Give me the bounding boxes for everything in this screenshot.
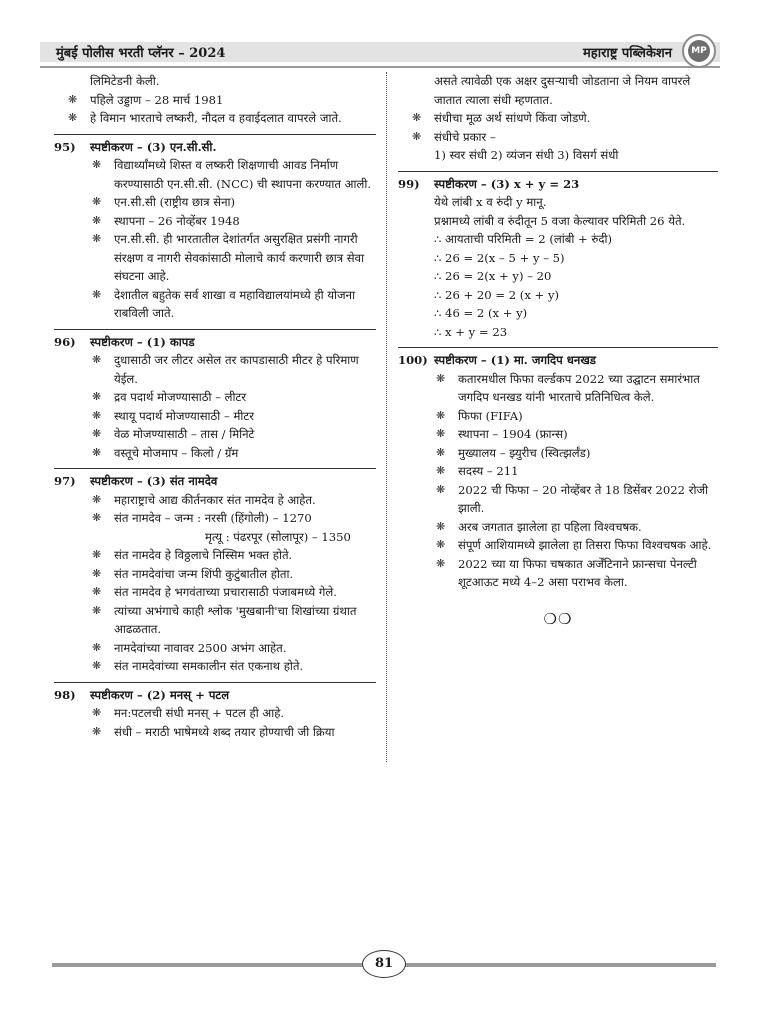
bullet-star-icon: ❋ — [92, 659, 102, 672]
bullet-item — [90, 156, 376, 193]
bullet-item — [90, 212, 376, 231]
bullet-item — [90, 425, 376, 444]
answer-section — [398, 347, 718, 592]
bullet-item — [90, 704, 376, 723]
explanation-heading: स्पष्टीकरण – (3) x + y = 23 — [434, 176, 580, 191]
page-number: 81 — [362, 950, 406, 978]
bullet-text: वेळ मोजण्यासाठी – तास / मिनिटे — [114, 427, 255, 441]
bullet-item — [434, 425, 718, 444]
text-line: ∴ 26 = 2(x – 5 + y – 5) — [434, 250, 565, 265]
continuation-line: असते त्यावेळी एक अक्षर दुसऱ्याची जोडताना जे नियम वापरले जातात त्याला संधी म्हणतात. — [434, 74, 691, 107]
question-number: 100) — [398, 353, 428, 367]
text-line: ∴ 26 = 2(x + y) – 20 — [434, 269, 552, 283]
text-line: ∴ 26 + 20 = 2 (x + y) — [434, 287, 560, 302]
bullet-item — [90, 509, 376, 528]
bullet-star-icon: ❋ — [92, 158, 102, 171]
end-ornament: ❍❍ — [543, 609, 573, 628]
bullet-item — [90, 546, 376, 565]
bullet-text: संधी – मराठी भाषेमध्ये शब्द तयार होण्याची जी क्रिया — [114, 724, 335, 739]
text-line: ∴ 46 = 2 (x + y) — [434, 306, 528, 320]
question-number: 99) — [398, 176, 420, 191]
bullet-text: सदस्य – 211 — [458, 464, 519, 478]
bullet-star-icon: ❋ — [92, 408, 102, 422]
bullet-text: संपूर्ण आशियामध्ये झालेला हा तिसरा फिफा विश्वचषक आहे. — [458, 538, 712, 552]
continuation-line: लिमिटेडनी केली. — [90, 74, 160, 88]
bullet-item — [90, 388, 376, 407]
bullet-text: पहिले उड्डाण – 28 मार्च 1981 — [90, 92, 224, 107]
bullet-text: दुधासाठी जर लीटर असेल तर कापडासाठी मीटर हे परिमाण येईल. — [114, 353, 359, 386]
bullet-item — [434, 555, 718, 592]
question-number: 98) — [54, 687, 76, 702]
bullet-star-icon: ❋ — [92, 511, 102, 524]
bullet-star-icon: ❋ — [436, 538, 446, 551]
bullet-star-icon: ❋ — [92, 353, 102, 366]
bullet-star-icon: ❋ — [92, 548, 102, 561]
answer-section — [54, 682, 376, 742]
bullet-text: संधीचा मूळ अर्थ सांधणे किंवा जोडणे. — [434, 111, 591, 125]
bullet-text: 2022 ची फिफा – 20 नोव्हेंबर ते 18 डिसेंबर 2022 रोजी झाली. — [458, 482, 709, 515]
bullet-star-icon: ❋ — [92, 585, 102, 598]
column-divider — [386, 72, 387, 762]
bullet-star-icon: ❋ — [412, 111, 422, 124]
bullet-item — [90, 286, 376, 323]
publisher-logo — [682, 34, 716, 68]
bullet-text: संत नामदेवांचा जन्म शिंपी कुटुंबातील होता. — [114, 566, 294, 581]
bullet-text: त्यांच्या अभंगाचे काही श्लोक 'मुखबानी'चा शिखांच्या ग्रंथात आढळतात. — [114, 603, 357, 636]
bullet-text: हे विमान भारताचे लष्करी, नौदल व हवाईदलात वापरले जाते. — [90, 111, 342, 125]
bullet-star-icon: ❋ — [92, 603, 102, 617]
bullet-star-icon: ❋ — [436, 408, 446, 422]
bullet-text: मुख्यालय – झ्युरीच (स्वित्झर्लंड) — [458, 445, 591, 460]
explanation-heading: स्पष्टीकरण – (1) कापड — [90, 334, 195, 349]
bullet-star-icon: ❋ — [92, 213, 102, 227]
bullet-text: स्थायू पदार्थ मोजण्यासाठी – मीटर — [114, 408, 254, 423]
book-title: मुंबई पोलीस भरती प्लॅनर – 2024 — [56, 46, 226, 61]
answer-section — [54, 468, 376, 676]
bullet-item — [90, 351, 376, 388]
bullet-text: अरब जगतात झालेला हा पहिला विश्वचषक. — [458, 519, 642, 534]
explanation-heading: स्पष्टीकरण – (3) एन.सी.सी. — [90, 139, 217, 154]
bullet-star-icon: ❋ — [92, 706, 102, 719]
bullet-text: द्रव पदार्थ मोजण्यासाठी – लीटर — [114, 390, 247, 404]
bullet-item — [434, 407, 718, 426]
answer-section — [398, 171, 718, 342]
bullet-star-icon: ❋ — [92, 287, 102, 301]
bullet-item — [90, 407, 376, 426]
bullet-item — [90, 444, 376, 463]
bullet-text: संत नामदेव – जन्म : नरसी (हिंगोली) – 1270 — [114, 511, 312, 525]
bullet-star-icon: ❋ — [92, 390, 102, 403]
bullet-item — [90, 491, 376, 510]
publisher-name: महाराष्ट्र पब्लिकेशन — [583, 46, 672, 61]
question-number: 97) — [54, 474, 76, 488]
bullet-star-icon: ❋ — [436, 427, 446, 440]
question-number: 95) — [54, 139, 76, 154]
bullet-star-icon: ❋ — [92, 640, 102, 654]
page-header — [40, 38, 720, 68]
bullet-text: स्थापना – 1904 (फ्रान्स) — [458, 427, 568, 441]
bullet-star-icon: ❋ — [436, 519, 446, 533]
bullet-item — [90, 565, 376, 584]
bullet-text: संत नामदेव हे भगवंताच्या प्रचारासाठी पंजाबमध्ये गेले. — [114, 585, 337, 599]
explanation-heading: स्पष्टीकरण – (2) मनस् + पटल — [90, 687, 230, 702]
bullet-item — [90, 657, 376, 676]
bullet-text: फिफा (FIFA) — [458, 408, 523, 423]
explanation-heading: स्पष्टीकरण – (1) मा. जगदिप धनखड — [434, 353, 597, 367]
bullet-item — [434, 536, 718, 555]
bullet-item — [434, 518, 718, 537]
bullet-text: वस्तूचे मोजमाप – किलो / ग्रॅम — [114, 445, 239, 460]
bullet-item — [410, 109, 718, 128]
bullet-item — [90, 230, 376, 286]
bullet-item — [434, 462, 718, 481]
bullet-text: महाराष्ट्राचे आद्य कीर्तनकार संत नामदेव हे आहेत. — [114, 492, 316, 507]
bullet-item — [410, 128, 718, 147]
bullet-star-icon: ❋ — [436, 556, 446, 570]
bullet-star-icon: ❋ — [436, 482, 446, 496]
answer-section — [54, 134, 376, 323]
bullet-star-icon: ❋ — [92, 566, 102, 580]
carryover-block — [398, 72, 718, 165]
bullet-text: मन:पटलची संधी मनस् + पटल ही आहे. — [114, 706, 285, 720]
bullet-item — [434, 444, 718, 463]
bullet-text: विद्यार्थ्यांमध्ये शिस्त व लष्करी शिक्षणाची आवड निर्माण करण्यासाठी एन.सी.सी. (NCC) ची स्थापना करण्यात आली. — [114, 158, 372, 191]
text-line: ∴ x + y = 23 — [434, 324, 508, 339]
bullet-item — [66, 109, 376, 128]
logo-mark: MP — [688, 40, 710, 62]
answer-section — [54, 329, 376, 463]
bullet-text: 2022 च्या या फिफा चषकात अर्जेंटिनाने फ्रान्सचा पेनल्टी शूटआऊट मध्ये 4–2 असा पराभव केला. — [458, 556, 697, 589]
bullet-item — [66, 91, 376, 110]
bullet-text: संत नामदेवांच्या समकालीन संत एकनाथ होते. — [114, 659, 304, 673]
bullet-star-icon: ❋ — [92, 445, 102, 459]
bullet-star-icon: ❋ — [436, 445, 446, 459]
bullet-item — [90, 193, 376, 212]
bullet-text: एन.सी.सी (राष्ट्रीय छात्र सेना) — [114, 195, 236, 209]
continuation-line: 1) स्वर संधी 2) व्यंजन संधी 3) विसर्ग संधी — [434, 148, 619, 162]
question-number: 96) — [54, 334, 76, 349]
bullet-item — [90, 639, 376, 658]
bullet-star-icon: ❋ — [92, 427, 102, 440]
bullet-star-icon: ❋ — [92, 492, 102, 506]
bullet-star-icon: ❋ — [436, 464, 446, 477]
bullet-star-icon: ❋ — [412, 129, 422, 143]
right-column — [398, 72, 718, 628]
text-line: ∴ आयताची परिमिती = 2 (लांबी + रुंदी) — [434, 232, 613, 246]
text-line: येथे लांबी x व रुंदी y मानू. — [434, 195, 547, 209]
bullet-star-icon: ❋ — [92, 195, 102, 208]
explanation-heading: स्पष्टीकरण – (3) संत नामदेव — [90, 474, 218, 488]
text-line: प्रश्नामध्ये लांबी व रुंदीतून 5 वजा केल्यावर परिमिती 26 येते. — [434, 213, 686, 228]
bullet-item — [434, 481, 718, 518]
bullet-star-icon: ❋ — [92, 724, 102, 738]
bullet-text: संत नामदेव हे विठ्ठलाचे निस्सिम भक्त होते. — [114, 548, 293, 562]
bullet-text: नामदेवांच्या नावावर 2500 अभंग आहेत. — [114, 640, 287, 655]
bullet-text: संधीचे प्रकार – — [434, 129, 496, 144]
bullet-text: देशातील बहुतेक सर्व शाखा व महाविद्यालयांमध्ये ही योजना राबविली जाते. — [114, 287, 356, 320]
bullet-text: स्थापना – 26 नोव्हेंबर 1948 — [114, 213, 240, 228]
carryover-block — [54, 72, 376, 128]
bullet-star-icon: ❋ — [436, 371, 446, 385]
bullet-star-icon: ❋ — [68, 92, 78, 106]
left-column — [54, 72, 376, 741]
bullet-item — [90, 602, 376, 639]
bullet-text: एन.सी.सी. ही भारतातील देशांतर्गत असुरक्षित प्रसंगी नागरी संरक्षण व नागरी सेवकांसाठी मोलाचे कार्य करणारी छात्र सेवा संघटना आहे. — [114, 232, 365, 283]
continuation-line: मृत्यू : पंढरपूर (सोलापूर) – 1350 — [205, 529, 351, 544]
bullet-item — [434, 370, 718, 407]
bullet-star-icon: ❋ — [68, 111, 78, 124]
bullet-item — [90, 583, 376, 602]
bullet-text: कतारमधील फिफा वर्ल्डकप 2022 च्या उद्घाटन समारंभात जगदिप धनखड यांनी भारताचे प्रतिनिधित्व केले. — [458, 371, 700, 404]
bullet-item — [90, 723, 376, 742]
bullet-star-icon: ❋ — [92, 232, 102, 245]
